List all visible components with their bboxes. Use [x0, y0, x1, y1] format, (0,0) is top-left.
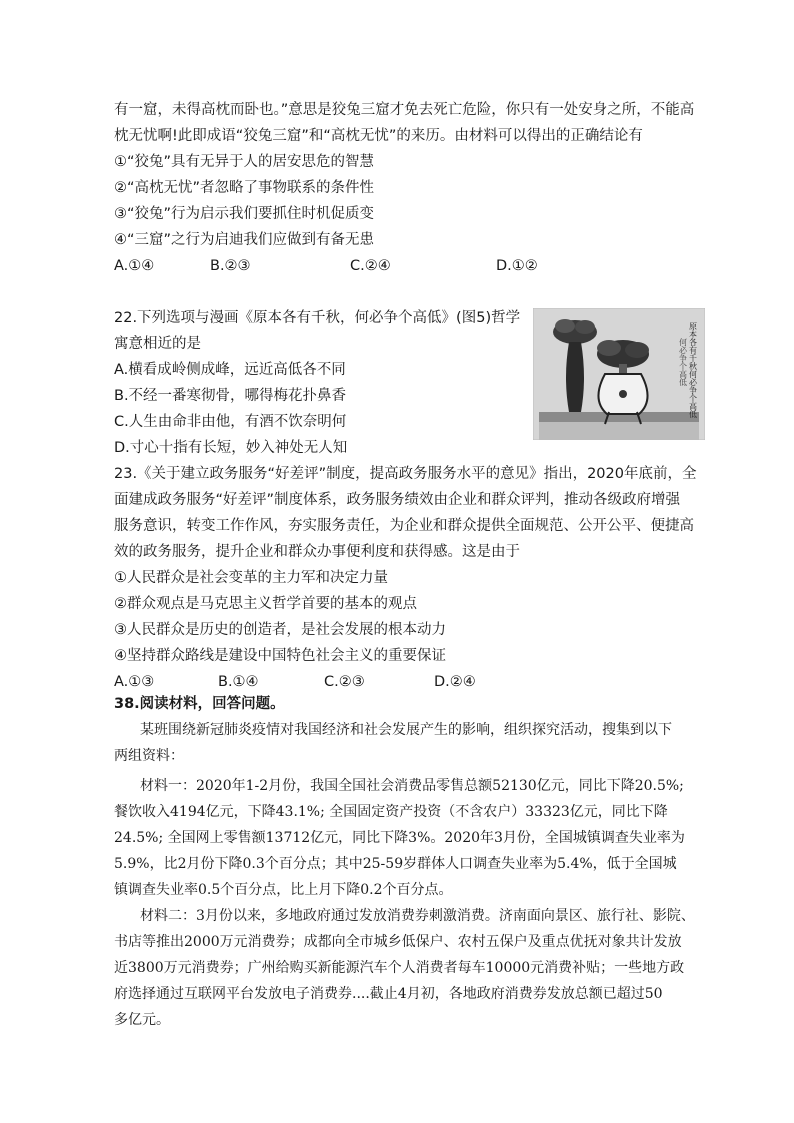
material1-line-2: 餐饮收入4194亿元，下降43.1%; 全国固定资产投资（不含农户）33323亿元，同比下降 [114, 804, 668, 820]
material1-line-3: 24.5%; 全国网上零售额13712亿元，同比下降3%。2020年3月份，全国城镇调查失业率为 [114, 830, 685, 846]
material1-line-1: 材料一：2020年1-2月份，我国全国社会消费品零售总额52130亿元，同比下降20.5%; [140, 778, 684, 794]
q38-heading: 38.阅读材料，回答问题。 [114, 696, 285, 712]
q21-statement-4: ④“三窟”之行为启迪我们应做到有备无患 [114, 232, 375, 248]
q21-statement-2: ②“高枕无忧”者忽略了事物联系的条件性 [114, 180, 375, 196]
round-vase-icon [597, 340, 649, 424]
q23-text-line-3: 服务意识，转变工作作风，夯实服务责任，为企业和群众提供全面规范、公开公平、便捷高 [114, 518, 694, 534]
material2-line-3: 近3800万元消费券；广州给购买新能源汽车个人消费者每车10000元消费补贴；一些地方政 [114, 960, 685, 976]
material1-line-4: 5.9%，比2月份下降0.3个百分点；其中25-59岁群体人口调查失业率为5.4%，低于全国城 [114, 856, 677, 872]
q22-option-d: D.寸心十指有长短，妙入神处无人知 [114, 440, 348, 456]
q21-option-d: D.①② [496, 258, 538, 274]
q22-option-c: C.人生由命非由他，有酒不饮奈明何 [114, 414, 347, 430]
q21-option-a: A.①④ [114, 258, 155, 274]
material1-line-5: 镇调查失业率0.5个百分点，比上月下降0.2个百分点。 [114, 882, 453, 898]
q23-text-line-4: 效的政务服务，提升企业和群众办事便利度和获得感。这是由于 [114, 544, 520, 560]
q21-text-line-2: 枕无忧啊!此即成语“狡兔三窟”和“高枕无忧”的来历。由材料可以得出的正确结论有 [114, 128, 643, 144]
q21-statement-1: ①“狡兔”具有无异于人的居安思危的智慧 [114, 154, 375, 170]
q21-option-c: C.②④ [350, 258, 391, 274]
q23-statement-4: ④坚持群众路线是建设中国特色社会主义的重要保证 [114, 648, 446, 664]
q22-option-b: B.不经一番寒彻骨，哪得梅花扑鼻香 [114, 388, 347, 404]
svg-text:何必争个高低: 何必争个高低 [678, 338, 688, 386]
cartoon-image [533, 308, 705, 440]
q21-statement-3: ③“狡兔”行为启示我们要抓住时机促质变 [114, 206, 375, 222]
cartoon-caption: 原本各有千秋何必争个高低 [688, 322, 698, 418]
q23-option-c: C.②③ [324, 674, 365, 690]
q38-intro-line-2: 两组资料： [114, 748, 184, 764]
q23-statement-2: ②群众观点是马克思主义哲学首要的基本的观点 [114, 596, 417, 612]
q23-statement-3: ③人民群众是历史的创造者，是社会发展的根本动力 [114, 622, 446, 638]
q23-text-line-1: 23.《关于建立政务服务“好差评”制度，提高政务服务水平的意见》指出，2020年底前，全 [114, 466, 697, 482]
q21-option-b: B.②③ [210, 258, 251, 274]
material2-line-1: 材料二：3月份以来，多地政府通过发放消费券刺激消费。济南面向景区、旅行社、影院、 [140, 908, 695, 924]
q22-option-a: A.横看成岭侧成峰，远近高低各不同 [114, 362, 346, 378]
q23-statement-1: ①人民群众是社会变革的主力军和决定力量 [114, 570, 388, 586]
q38-intro-line-1: 某班围绕新冠肺炎疫情对我国经济和社会发展产生的影响，组织探究活动，搜集到以下 [140, 722, 672, 738]
q23-option-b: B.①④ [218, 674, 259, 690]
q23-text-line-2: 面建成政务服务“好差评”制度体系，政务服务绩效由企业和群众评判，推动各级政府增强 [114, 492, 681, 508]
q23-option-a: A.①③ [114, 674, 155, 690]
q23-option-d: D.②④ [434, 674, 476, 690]
q22-text-line-1: 22.下列选项与漫画《原本各有千秋，何必争个高低》(图5)哲学 [114, 310, 521, 326]
q22-text-line-2: 寓意相近的是 [114, 336, 201, 352]
material2-line-4: 府选择通过互联网平台发放电子消费券....截止4月初，各地政府消费券发放总额已超过50 [114, 986, 663, 1002]
q21-text-line-1: 有一窟，未得高枕而卧也。”意思是狡兔三窟才免去死亡危险，你只有一处安身之所，不能高 [114, 102, 695, 118]
material2-line-2: 书店等推出2000万元消费券；成都向全市城乡低保户、农村五保户及重点优抚对象共计发放 [114, 934, 682, 950]
material2-line-5: 多亿元。 [114, 1012, 170, 1028]
